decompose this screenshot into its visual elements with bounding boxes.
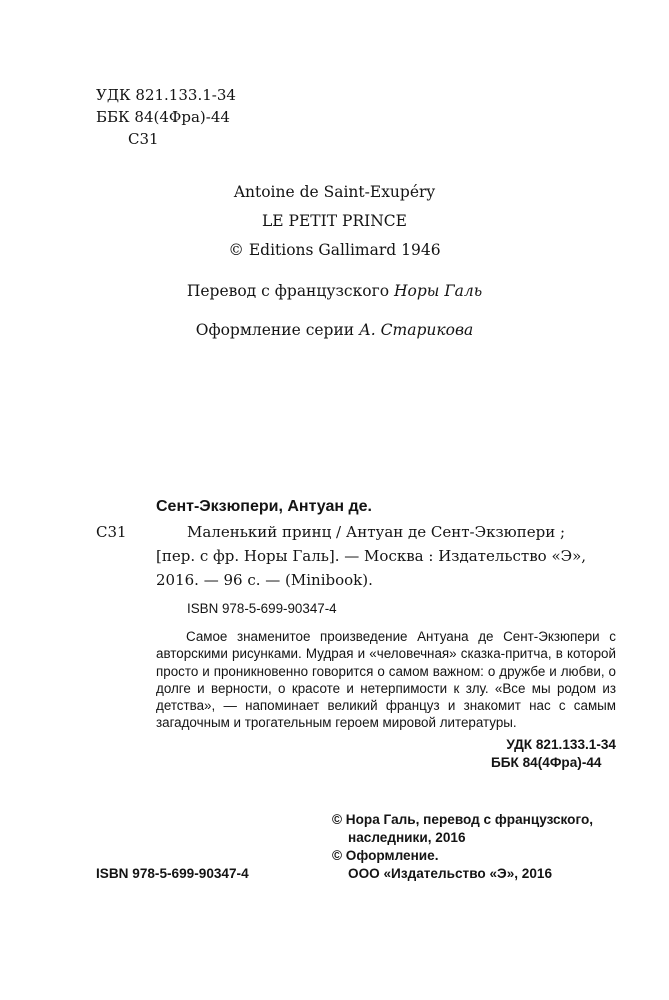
bottom-udk: УДК 821.133.1-34	[506, 737, 616, 752]
designer-name: А. Старикова	[359, 321, 474, 339]
bib-line-1: Маленький принц / Антуан де Сент-Экзюпери ;	[187, 523, 566, 541]
bib-heading: Сент-Экзюпери, Антуан де.	[156, 498, 372, 515]
annotation: Самое знаменитое произведение Антуана де Сент-Экзюпери с авторскими рисунками. Мудрая и «человечная» сказка-притча, в которой просто и проникновенно говорится о самом важном: о дружбе и любви, о долге и верности, о красоте и нетерпимости к злу. «Все мы родом из детства», — напоминает великий француз и знакомит нас с самым загадочным и трогательным героем мировой литературы.	[156, 629, 616, 731]
design-credit	[0, 321, 669, 339]
original-title: LE PETIT PRINCE	[262, 212, 407, 230]
bottom-bbk: ББК 84(4Фра)-44	[491, 755, 602, 770]
translator-name: Норы Галь	[394, 282, 483, 300]
translation-prefix: Перевод с французского	[186, 282, 395, 300]
bib-line-2: [пер. с фр. Норы Галь]. — Москва : Издательство «Э»,	[156, 547, 587, 565]
udk-code: УДК 821.133.1-34	[96, 86, 236, 104]
copyright-translation-line1: © Нора Галь, перевод с французского,	[332, 812, 594, 827]
original-author: Antoine de Saint-Exupéry	[233, 183, 436, 201]
copyright-design-line1: © Оформление.	[332, 848, 439, 863]
original-copyright: © Editions Gallimard 1946	[228, 241, 441, 259]
copyright-translation-line2: наследники, 2016	[348, 830, 466, 845]
bbk-code: ББК 84(4Фра)-44	[96, 108, 230, 126]
bib-isbn: ISBN 978-5-699-90347-4	[187, 601, 337, 616]
bib-line-3: 2016. — 96 с. — (Minibook).	[156, 571, 373, 589]
isbn-bottom: ISBN 978-5-699-90347-4	[96, 866, 249, 881]
bib-mark: С31	[96, 523, 127, 541]
design-prefix: Оформление серии	[195, 321, 360, 339]
translation-credit	[0, 282, 669, 300]
copyright-design-line2: ООО «Издательство «Э», 2016	[348, 866, 553, 881]
author-mark: С31	[128, 130, 159, 148]
